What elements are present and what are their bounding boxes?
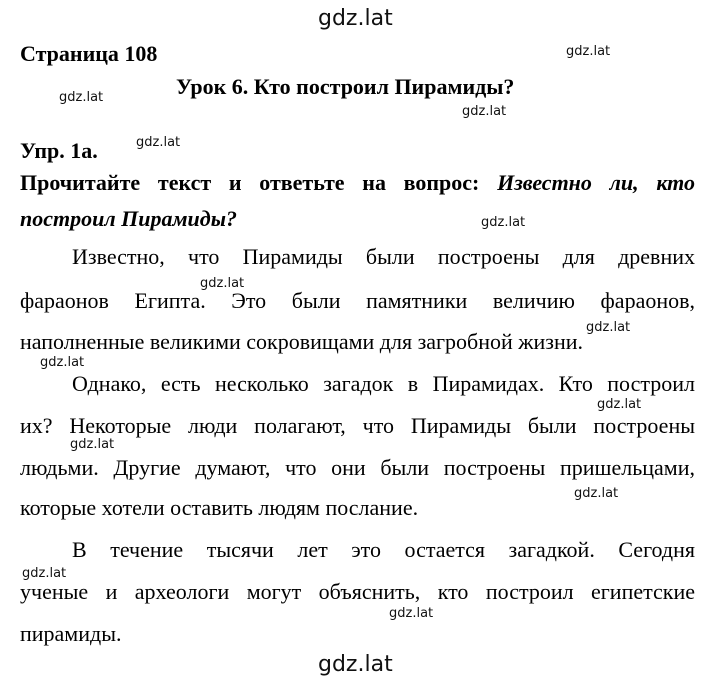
lesson-title: Урок 6. Кто построил Пирамиды? bbox=[176, 74, 515, 99]
text-line: их? Некоторые люди полагают, что Пирамиды были построены bbox=[20, 413, 695, 438]
watermark: gdz.lat bbox=[574, 486, 619, 501]
text-line: которые хотели оставить людям послание. bbox=[20, 495, 419, 520]
watermark: gdz.lat bbox=[481, 215, 526, 230]
text-line: В течение тысячи лет это остается загадкой. Сегодня bbox=[72, 537, 695, 562]
watermark-top: gdz.lat bbox=[318, 6, 393, 31]
task-question-part1: Известно ли, кто bbox=[497, 170, 696, 195]
watermark: gdz.lat bbox=[59, 90, 104, 105]
watermark: gdz.lat bbox=[389, 606, 434, 621]
text-line: наполненные великими сокровищами для загробной жизни. bbox=[20, 329, 584, 354]
task-prompt: Прочитайте текст и ответьте на вопрос: bbox=[20, 170, 480, 195]
watermark: gdz.lat bbox=[462, 104, 507, 119]
text-line: Однако, есть несколько загадок в Пирамидах. Кто построил bbox=[72, 371, 695, 396]
task-prompt-line bbox=[20, 170, 695, 196]
watermark: gdz.lat bbox=[70, 437, 115, 452]
watermark: gdz.lat bbox=[22, 566, 67, 581]
watermark: gdz.lat bbox=[200, 276, 245, 291]
watermark: gdz.lat bbox=[566, 44, 611, 59]
exercise-number: Упр. 1а. bbox=[20, 138, 98, 163]
text-line: ученые и археологи могут объяснить, кто построил египетские bbox=[20, 579, 695, 604]
text-line: людьми. Другие думают, что они были построены пришельцами, bbox=[20, 455, 695, 480]
watermark: gdz.lat bbox=[136, 135, 181, 150]
text-line: фараонов Египта. Это были памятники величию фараонов, bbox=[20, 288, 695, 313]
watermark: gdz.lat bbox=[597, 397, 642, 412]
watermark: gdz.lat bbox=[40, 355, 85, 370]
page-label: Страница 108 bbox=[20, 41, 158, 66]
task-question-part2: построил Пирамиды? bbox=[20, 206, 237, 231]
watermark: gdz.lat bbox=[586, 320, 631, 335]
watermark-bottom: gdz.lat bbox=[318, 652, 393, 677]
text-line: пирамиды. bbox=[20, 621, 122, 646]
text-line: Известно, что Пирамиды были построены для древних bbox=[72, 244, 695, 269]
